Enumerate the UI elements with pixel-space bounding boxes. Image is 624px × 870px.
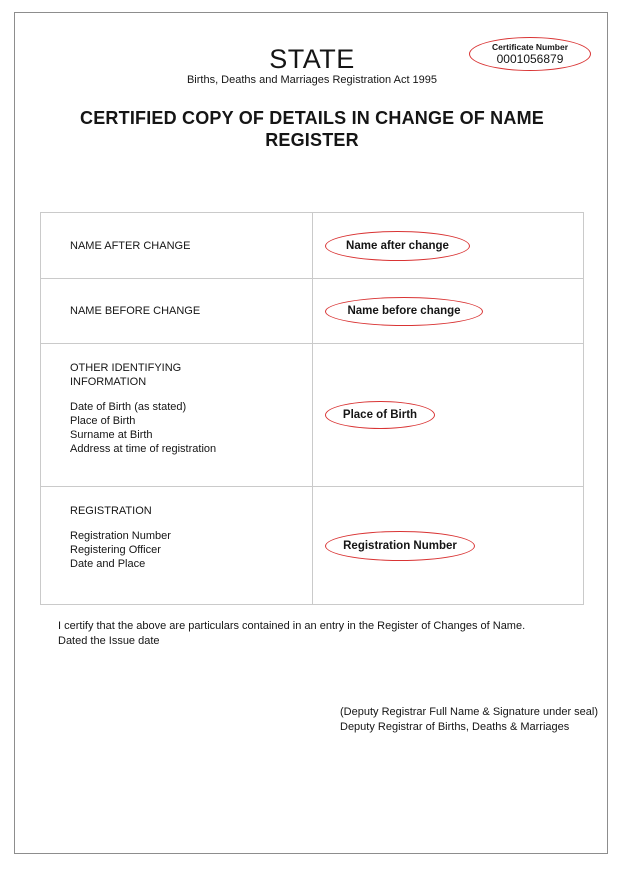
other-identifying-info-cell — [41, 344, 313, 486]
table-row-name-before-change — [41, 278, 583, 343]
item-place-of-birth: Place of Birth — [70, 415, 136, 427]
row-value-cell — [313, 344, 583, 486]
row-value-cell — [313, 487, 583, 604]
item-address-at-registration: Address at time of registration — [70, 443, 217, 455]
signature-line-2: Deputy Registrar of Births, Deaths & Marriages — [340, 721, 570, 733]
item-date-and-place: Date and Place — [70, 558, 146, 570]
other-identifying-info-items — [70, 400, 302, 456]
state-title: STATE — [269, 44, 355, 74]
registration-heading: REGISTRATION — [70, 505, 152, 517]
document-title: CERTIFIED COPY OF DETAILS IN CHANGE OF NAME REGISTER — [80, 108, 544, 150]
signature-line-1: (Deputy Registrar Full Name & Signature under seal) — [340, 706, 599, 718]
table-row-registration — [41, 486, 583, 604]
item-surname-at-birth: Surname at Birth — [70, 429, 153, 441]
other-identifying-info-heading: OTHER IDENTIFYING INFORMATION — [70, 362, 182, 388]
table-row-name-after-change — [41, 213, 583, 278]
row-value-cell — [313, 213, 583, 278]
certification-statement — [58, 619, 525, 649]
table-row-other-identifying-information — [41, 343, 583, 486]
row-value-cell — [313, 279, 583, 343]
registration-cell — [41, 487, 313, 604]
row-label-name-after-change: NAME AFTER CHANGE — [41, 213, 313, 278]
certification-line-2: Dated the Issue date — [58, 635, 160, 647]
value-oval-name-after-change: Name after change — [325, 231, 470, 261]
registration-items — [70, 529, 302, 571]
signature-block — [340, 705, 598, 735]
certificate-number-value: 0001056879 — [496, 52, 564, 66]
item-registering-officer: Registering Officer — [70, 544, 161, 556]
row-label-name-before-change: NAME BEFORE CHANGE — [41, 279, 313, 343]
act-subtitle: Births, Deaths and Marriages Registration Act 1995 — [186, 74, 438, 86]
value-oval-place-of-birth: Place of Birth — [325, 401, 435, 429]
certificate-number-stamp — [469, 37, 591, 71]
value-oval-name-before-change: Name before change — [325, 297, 483, 326]
certification-line-1: I certify that the above are particulars contained in an entry in the Register of Changes of Name. — [58, 620, 526, 632]
item-date-of-birth: Date of Birth (as stated) — [70, 401, 187, 413]
certificate-number-label: Certificate Number — [491, 42, 569, 52]
item-registration-number: Registration Number — [70, 530, 171, 542]
details-table — [40, 212, 584, 605]
value-oval-registration-number: Registration Number — [325, 531, 475, 561]
